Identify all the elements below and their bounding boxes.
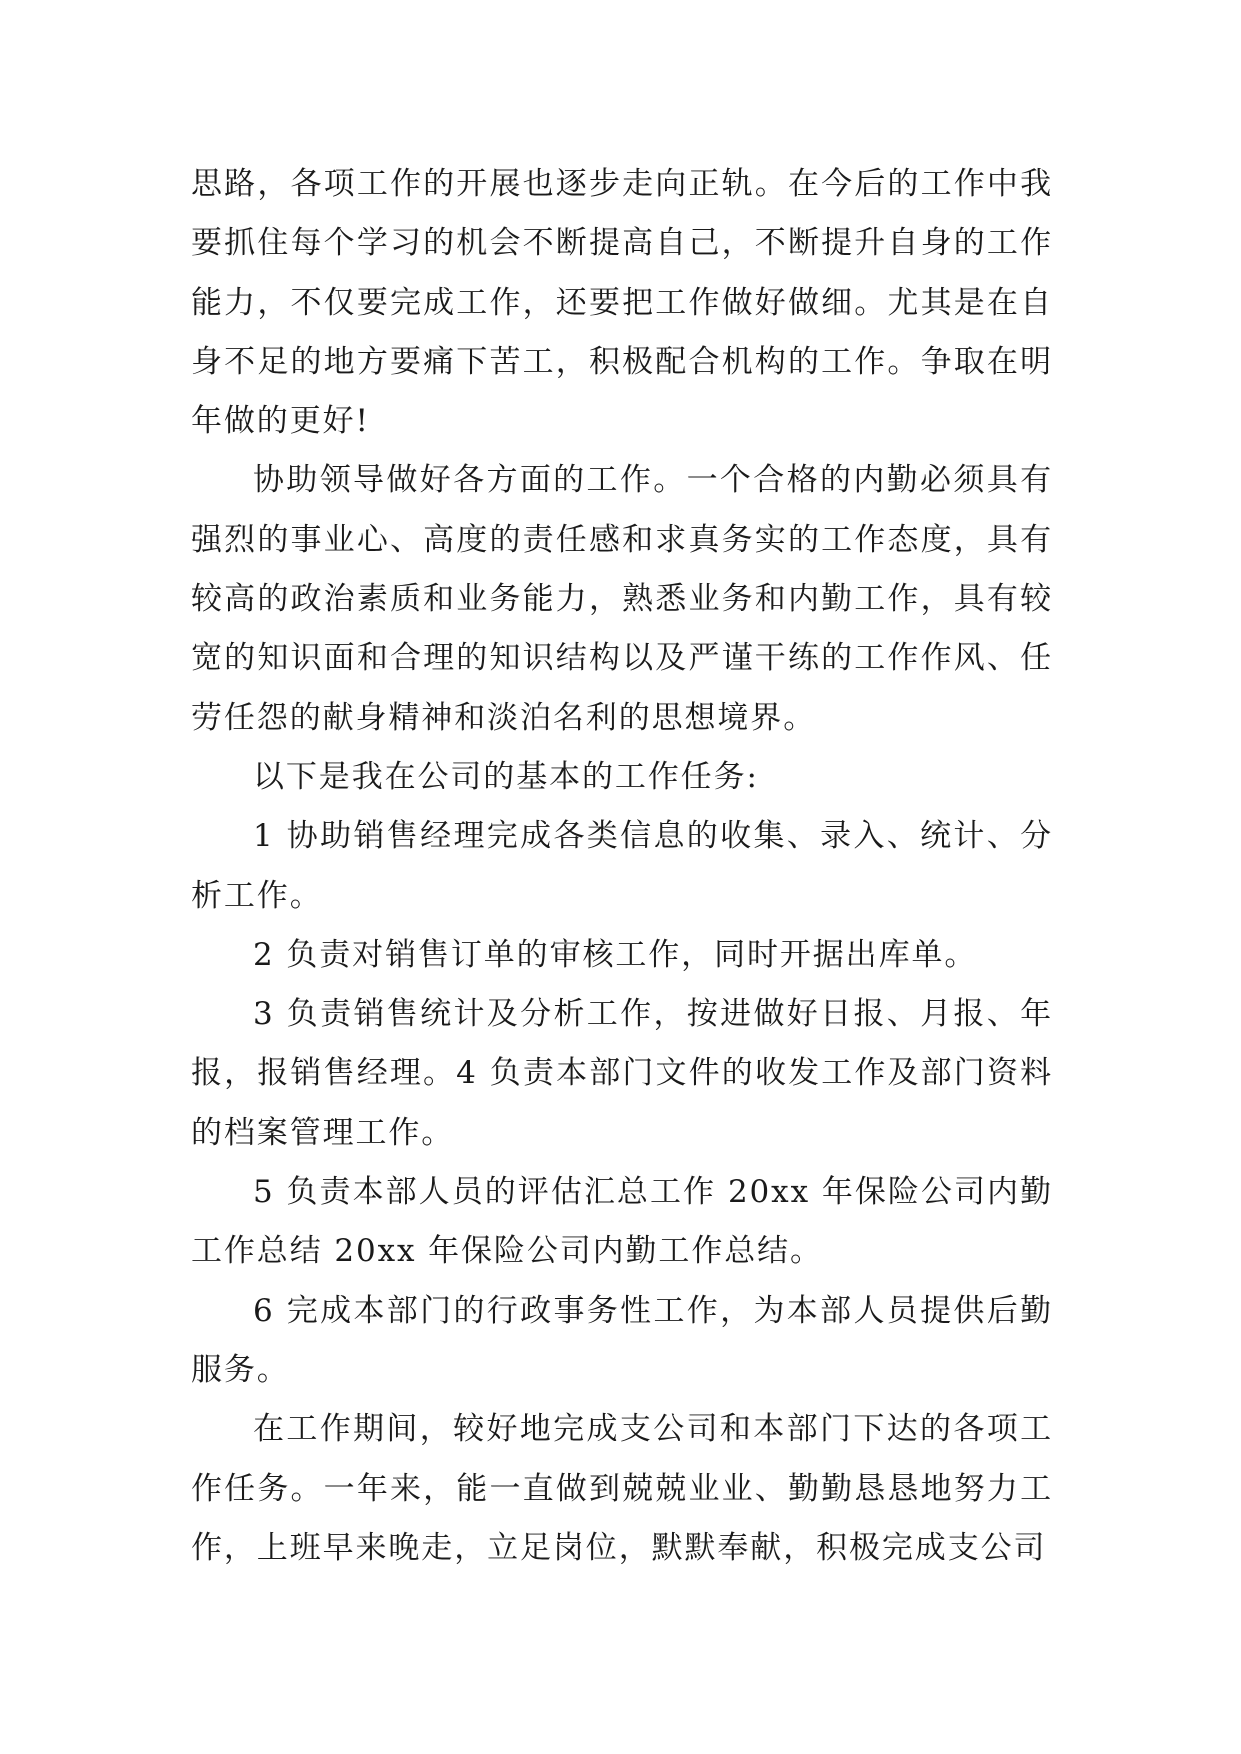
- paragraph-task-intro: 以下是我在公司的基本的工作任务:: [253, 758, 759, 795]
- paragraph-duties: 协助领导做好各方面的工作。一个合格的内勤必须具有强烈的事业心、高度的责任感和求真务实的工作态度，具有较高的政治素质和业务能力，熟悉业务和内勤工作，具有较宽的知识面和合理的知识结构以及严谨干练的工作作风、任劳任怨的献身精神和淡泊名利的思想境界。: [191, 462, 1053, 736]
- paragraph-task-3-4: 3 负责销售统计及分析工作，按进做好日报、月报、年报，报销售经理。4 负责本部门文件的收发工作及部门资料的档案管理工作。: [191, 996, 1053, 1151]
- paragraph-task-2: 2 负责对销售订单的审核工作，同时开据出库单。: [253, 936, 978, 973]
- paragraph-task-1: 1 协助销售经理完成各类信息的收集、录入、统计、分析工作。: [191, 818, 1053, 914]
- paragraph-task-5: 5 负责本部人员的评估汇总工作 20xx 年保险公司内勤工作总结 20xx 年保险公司内勤工作总结。: [191, 1174, 1053, 1270]
- document-body: [191, 155, 1053, 1578]
- paragraph-work-period: 在工作期间，较好地完成支公司和本部门下达的各项工作任务。一年来，能一直做到兢兢业业、勤勤恳恳地努力工作，上班早来晚走，立足岗位，默默奉献，积极完成支公司: [191, 1411, 1053, 1566]
- paragraph-continuation: 思路，各项工作的开展也逐步走向正轨。在今后的工作中我要抓住每个学习的机会不断提高自己，不断提升自身的工作能力，不仅要完成工作，还要把工作做好做细。尤其是在自身不足的地方要痛下苦工，积极配合机构的工作。争取在明年做的更好!: [191, 166, 1053, 440]
- paragraph-task-6: 6 完成本部门的行政事务性工作，为本部人员提供后勤服务。: [191, 1292, 1053, 1388]
